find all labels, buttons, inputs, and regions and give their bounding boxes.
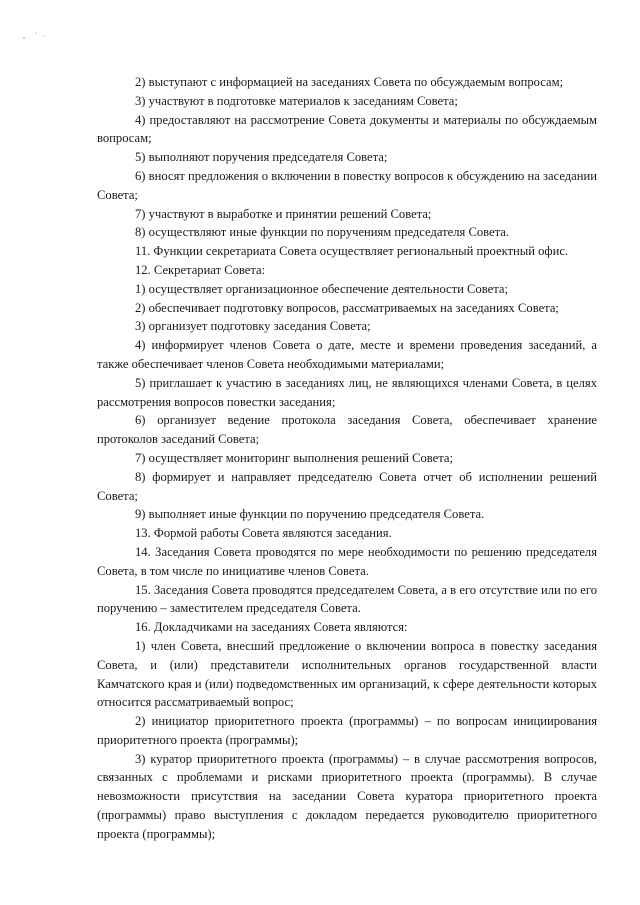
- paragraph: 3) участвуют в подготовке материалов к заседаниям Совета;: [135, 93, 458, 108]
- paragraph: 3) куратор приоритетного проекта (программы) – в случае рассмотрения вопросов, связанных с проблемами и рисками приоритетного проекта (программы). В случае невозможности присутствия на заседании Совета куратора приоритетного проекта (программы) право выступления с докладом передается руководителю приоритетного проекта (программы);: [97, 751, 597, 841]
- paragraph: 8) осуществляют иные функции по поручениям председателя Совета.: [135, 225, 510, 240]
- paragraph: 7) осуществляет мониторинг выполнения решений Совета;: [135, 450, 453, 465]
- paragraph: 5) приглашает к участию в заседаниях лиц, не являющихся членами Совета, в целях рассмотрения вопросов повестки заседания;: [97, 375, 597, 409]
- paragraph: 11. Функции секретариата Совета осуществляет региональный проектный офис.: [135, 244, 569, 259]
- paragraph: 7) участвуют в выработке и принятии решений Совета;: [135, 206, 432, 221]
- paragraph: 13. Формой работы Совета являются заседания.: [135, 526, 392, 541]
- paragraph: 1) осуществляет организационное обеспечение деятельности Совета;: [135, 281, 508, 296]
- document-body: [97, 73, 597, 844]
- paragraph: 2) обеспечивает подготовку вопросов, рассматриваемых на заседаниях Совета;: [135, 300, 559, 315]
- paragraph: 4) информирует членов Совета о дате, месте и времени проведения заседаний, а также обеспечивает членов Совета необходимыми материалами;: [97, 338, 597, 371]
- paragraph: 6) вносят предложения о включении в повестку вопросов к обсуждению на заседании Совета;: [97, 168, 597, 202]
- paragraph: 8) формирует и направляет председателю Совета отчет об исполнении решений Совета;: [97, 469, 597, 503]
- paragraph: 3) организует подготовку заседания Совета;: [135, 319, 371, 334]
- paragraph: 9) выполняет иные функции по поручению председателя Совета.: [135, 507, 485, 522]
- paragraph: 1) член Совета, внесший предложение о включении вопроса в повестку заседания Совета, и (или) представители исполнительных органов государственной власти Камчатского края и (или) подведомственных им организаций, к сфере деятельности которых относится рассматриваемый вопрос;: [97, 638, 597, 710]
- paragraph: 6) организует ведение протокола заседания Совета, обеспечивает хранение протоколов заседаний Совета;: [97, 413, 597, 447]
- paragraph: 5) выполняют поручения председателя Совета;: [135, 150, 388, 165]
- paragraph: 15. Заседания Совета проводятся председателем Совета, а в его отсутствие или по его поручению – заместителем председателя Совета.: [97, 582, 597, 616]
- paragraph: 4) предоставляют на рассмотрение Совета документы и материалы по обсуждаемым вопросам;: [97, 112, 597, 146]
- paragraph: 14. Заседания Совета проводятся по мере необходимости по решению председателя Совета, в том числе по инициативе членов Совета.: [97, 544, 597, 578]
- scan-speck-marks: [22, 30, 52, 42]
- paragraph: 2) инициатор приоритетного проекта (программы) – по вопросам инициирования приоритетного проекта (программы);: [97, 714, 597, 747]
- paragraph: 16. Докладчиками на заседаниях Совета являются:: [135, 620, 408, 635]
- paragraph: 12. Секретариат Совета:: [135, 262, 266, 277]
- paragraph: 2) выступают с информацией на заседаниях Совета по обсуждаемым вопросам;: [135, 75, 564, 89]
